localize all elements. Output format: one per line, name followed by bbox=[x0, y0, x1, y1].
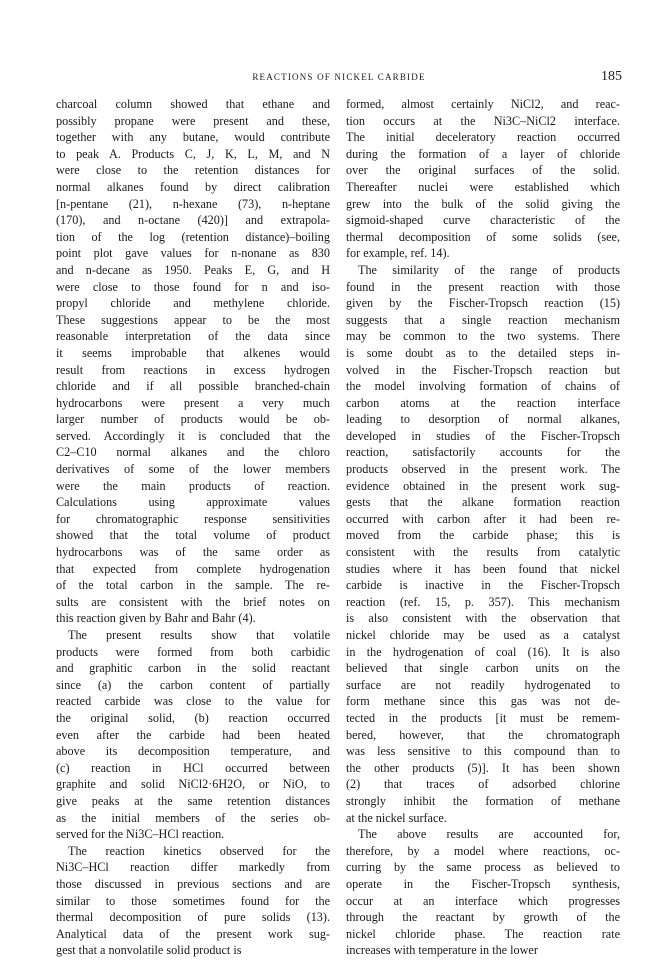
text-line: those discussed in previous sections and are bbox=[56, 876, 330, 891]
text-line: thermal decomposition of some solids (see, bbox=[346, 229, 620, 244]
text-line: The reaction kinetics observed for the bbox=[68, 843, 330, 858]
text-line: to peak A. Products C, J, K, L, M, and N bbox=[56, 146, 330, 161]
text-line: served. Accordingly it is concluded that the bbox=[56, 428, 330, 443]
text-line: nickel chloride phase. The reaction rate bbox=[346, 926, 620, 941]
text-line: tion of the log (retention distance)–boiling bbox=[56, 229, 330, 244]
text-line: bered, however, that the chromatograph bbox=[346, 727, 620, 742]
text-line: carbide is inactive in the Fischer-Tropsch bbox=[346, 578, 620, 593]
text-line: sults are consistent with the brief notes on bbox=[56, 594, 330, 609]
text-line: larger number of products would be ob- bbox=[56, 412, 330, 427]
text-line: graphite and solid NiCl2·6H2O, or NiO, to bbox=[56, 777, 330, 792]
text-line: evidence obtained in the present work sug- bbox=[346, 478, 620, 493]
text-line: this reaction given by Bahr and Bahr (4). bbox=[56, 611, 256, 626]
text-line: reasonable interpretation of the data since bbox=[56, 329, 330, 344]
text-line: tected in the products [it must be remem- bbox=[346, 710, 620, 725]
text-line: gests that the alkane formation reaction bbox=[346, 495, 620, 510]
text-line: charcoal column showed that ethane and bbox=[56, 97, 330, 111]
text-line: the original solid, (b) reaction occurred bbox=[56, 710, 330, 725]
text-line: increases with temperature in the lower bbox=[346, 943, 538, 958]
text-line: nickel chloride may be used as a catalyst bbox=[346, 628, 620, 642]
text-line: were close to the retention distances for bbox=[56, 163, 330, 178]
text-line: volved in the Fischer-Tropsch reaction but bbox=[346, 362, 620, 377]
text-line: together with any butane, would contribute bbox=[56, 130, 330, 145]
text-line: form methane since this gas was not de- bbox=[346, 694, 620, 709]
text-line: Ni3C–HCl reaction differ markedly from bbox=[56, 860, 330, 875]
text-line: gest that a nonvolatile solid product is bbox=[56, 943, 242, 958]
page-header bbox=[56, 69, 622, 90]
text-line: may be common to the two systems. There bbox=[346, 329, 620, 344]
text-line: Analytical data of the present work sug- bbox=[56, 926, 330, 941]
text-line: strongly inhibit the formation of methane bbox=[346, 793, 620, 808]
text-line: were close to those found for n and iso- bbox=[56, 279, 330, 294]
text-line: operate in the Fischer-Tropsch synthesis, bbox=[346, 876, 620, 891]
text-line: formed, almost certainly NiCl2, and reac- bbox=[346, 97, 620, 111]
text-line: grew into the bulk of the solid giving the bbox=[346, 196, 620, 211]
text-line: since (a) the carbon content of partially bbox=[56, 677, 330, 692]
text-line: reacted carbide was close to the value for bbox=[56, 694, 330, 709]
text-line: carbon atoms at the reaction interface bbox=[346, 395, 620, 410]
text-line: moved from the carbide phase; this is bbox=[346, 528, 620, 543]
text-line: similar to those sometimes found for the bbox=[56, 893, 330, 908]
running-head: REACTIONS OF NICKEL CARBIDE bbox=[252, 72, 426, 82]
text-line: is some doubt as to the detailed steps in- bbox=[346, 345, 620, 360]
text-line: and n-decane as 1950. Peaks E, G, and H bbox=[56, 262, 330, 277]
text-line: These suggestions appear to be the most bbox=[56, 312, 330, 327]
text-line: hydrocarbons was of the same order as bbox=[56, 545, 330, 560]
text-line: given by the Fischer-Tropsch reaction (15) bbox=[346, 296, 620, 311]
text-line: found in the present reaction with those bbox=[346, 279, 620, 294]
text-line: The similarity of the range of products bbox=[358, 262, 620, 277]
text-line: leading to desorption of normal alkanes, bbox=[346, 412, 620, 427]
text-line: the other products (5)]. It has been shown bbox=[346, 760, 620, 775]
text-line: were the main products of reaction. bbox=[56, 478, 330, 493]
text-line: showed that the total volume of product bbox=[56, 528, 330, 543]
text-line: studies where it has been found that nickel bbox=[346, 561, 620, 576]
text-line: surface are not readily hydrogenated to bbox=[346, 677, 620, 692]
text-line: propyl chloride and methylene chloride. bbox=[56, 296, 330, 311]
left-text-column bbox=[56, 96, 330, 959]
text-line: Thereafter nuclei were established which bbox=[346, 179, 620, 194]
text-line: therefore, by a model where reactions, oc- bbox=[346, 843, 620, 858]
text-line: normal alkanes found by direct calibration bbox=[56, 179, 330, 194]
right-text-column bbox=[346, 96, 620, 959]
text-line: Calculations using approximate values bbox=[56, 495, 330, 510]
text-line: and graphitic carbon in the solid reactant bbox=[56, 661, 330, 676]
text-line: it seems improbable that alkenes would bbox=[56, 345, 330, 360]
text-line: of the total carbon in the sample. The re- bbox=[56, 578, 330, 593]
text-line: give peaks at the same retention distances bbox=[56, 793, 330, 808]
text-line: at the nickel surface. bbox=[346, 810, 447, 825]
text-line: is also consistent with the observation that bbox=[346, 611, 620, 626]
text-line: that expected from complete hydrogenation bbox=[56, 561, 330, 576]
text-line: as the initial members of the series ob- bbox=[56, 810, 330, 825]
text-line: served for the Ni3C–HCl reaction. bbox=[56, 827, 225, 842]
text-line: (c) reaction in HCl occurred between bbox=[56, 760, 330, 775]
text-line: chloride and if all possible branched-chain bbox=[56, 379, 330, 394]
text-line: developed in studies of the Fischer-Tropsch bbox=[346, 428, 620, 443]
text-line: occurred with carbon after it had been re- bbox=[346, 511, 620, 526]
text-line: suggests that a single reaction mechanism bbox=[346, 312, 620, 327]
text-line: curring by the same process as believed to bbox=[346, 860, 620, 875]
text-line: consistent with the results from catalytic bbox=[346, 545, 620, 560]
text-line: for example, ref. 14). bbox=[346, 246, 450, 261]
text-line: during the formation of a layer of chloride bbox=[346, 146, 620, 161]
text-line: [n-pentane (21), n-hexane (73), n-heptane bbox=[56, 196, 330, 211]
text-line: tion occurs at the Ni3C–NiCl2 interface. bbox=[346, 113, 620, 128]
text-line: above its decomposition temperature, and bbox=[56, 744, 330, 759]
text-line: (170), and n-octane (420)] and extrapola- bbox=[56, 213, 330, 228]
text-line: thermal decomposition of pure solids (13). bbox=[56, 910, 330, 925]
text-line: believed that single carbon units on the bbox=[346, 661, 620, 676]
text-line: The initial deceleratory reaction occurred bbox=[346, 130, 620, 145]
text-line: over the original surfaces of the solid. bbox=[346, 163, 620, 178]
text-line: the model involving formation of chains of bbox=[346, 379, 620, 394]
text-line: possibly propane were present and these, bbox=[56, 113, 330, 128]
text-line: reaction (ref. 15, p. 357). This mechanism bbox=[346, 594, 620, 609]
text-line: for chromatographic response sensitivities bbox=[56, 511, 330, 526]
text-line: point plot gave values for n-nonane as 830 bbox=[56, 246, 330, 261]
text-line: C2–C10 normal alkanes and the chloro bbox=[56, 445, 330, 460]
text-line: in the hydrogenation of coal (16). It is also bbox=[346, 644, 620, 659]
text-line: result from reactions in excess hydrogen bbox=[56, 362, 330, 377]
text-line: products observed in the present work. The bbox=[346, 462, 620, 477]
text-line: products were formed from both carbidic bbox=[56, 644, 330, 659]
text-line: was less sensitive to this compound than to bbox=[346, 744, 620, 759]
text-line: through the reactant by growth of the bbox=[346, 910, 620, 925]
text-line: even after the carbide had been heated bbox=[56, 727, 330, 742]
page-number: 185 bbox=[601, 69, 622, 84]
text-line: occur at an interface which progresses bbox=[346, 893, 620, 908]
text-line: The above results are accounted for, bbox=[358, 827, 620, 842]
text-line: derivatives of some of the lower members bbox=[56, 462, 330, 477]
text-line: sigmoid-shaped curve characteristic of the bbox=[346, 213, 620, 228]
text-line: (2) that traces of adsorbed chlorine bbox=[346, 777, 620, 792]
text-line: hydrocarbons were present a very much bbox=[56, 395, 330, 410]
text-line: reaction, satisfactorily accounts for the bbox=[346, 445, 620, 460]
text-line: The present results show that volatile bbox=[68, 628, 330, 642]
